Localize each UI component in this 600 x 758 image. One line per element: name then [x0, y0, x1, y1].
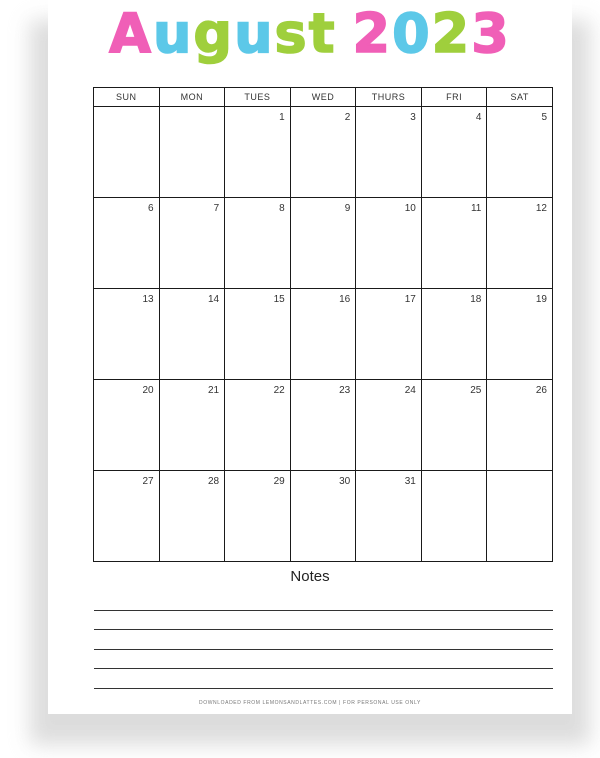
day-number: 19 — [535, 294, 547, 305]
day-cell — [290, 198, 356, 289]
day-cell — [356, 198, 422, 289]
day-number: 2 — [344, 112, 351, 123]
note-line — [94, 629, 553, 630]
notes-title: Notes — [290, 568, 330, 585]
day-number — [487, 471, 552, 476]
title-letter: u — [152, 2, 194, 65]
day-cell — [487, 107, 553, 198]
day-number: 23 — [339, 385, 351, 396]
day-cell — [159, 289, 225, 380]
day-cell — [290, 107, 356, 198]
note-line — [94, 668, 553, 669]
day-number: 27 — [142, 476, 154, 487]
weekday-header: SUN — [94, 88, 160, 107]
title-letter: 2 — [431, 2, 472, 65]
day-cell — [225, 471, 291, 562]
day-cell — [421, 107, 487, 198]
weekday-header: TUES — [225, 88, 291, 107]
day-number: 6 — [148, 203, 154, 214]
day-cell — [159, 380, 225, 471]
day-cell — [225, 107, 291, 198]
day-cell — [421, 380, 487, 471]
day-cell — [94, 471, 160, 562]
weekday-header: THURS — [356, 88, 422, 107]
day-number: 14 — [208, 294, 220, 305]
weekday-header: MON — [159, 88, 225, 107]
day-cell — [225, 289, 291, 380]
day-number: 12 — [535, 203, 547, 214]
day-number: 11 — [470, 203, 482, 214]
note-line — [94, 610, 553, 611]
day-number: 20 — [142, 385, 154, 396]
day-cell — [421, 471, 487, 562]
day-cell — [290, 289, 356, 380]
calendar-grid — [93, 87, 553, 562]
day-number: 17 — [404, 294, 416, 305]
day-cell — [290, 380, 356, 471]
day-cell — [159, 198, 225, 289]
weekday-header: WED — [290, 88, 356, 107]
day-number: 3 — [410, 112, 416, 123]
day-number: 21 — [208, 385, 220, 396]
footer-credit: DOWNLOADED FROM LEMONSANDLATTES.COM | FOR PERSONAL USE ONLY — [199, 700, 421, 706]
day-cell — [225, 198, 291, 289]
day-number: 25 — [470, 385, 482, 396]
week-row — [94, 198, 553, 289]
day-number: 29 — [273, 476, 285, 487]
day-number — [94, 107, 159, 112]
day-number: 13 — [142, 294, 154, 305]
weekday-header: FRI — [421, 88, 487, 107]
day-cell — [356, 380, 422, 471]
day-number: 31 — [404, 476, 416, 487]
day-number: 30 — [339, 476, 351, 487]
day-number: 26 — [535, 385, 547, 396]
day-number — [422, 471, 487, 476]
day-number: 1 — [279, 112, 285, 123]
weekday-header: SAT — [487, 88, 553, 107]
day-cell — [487, 198, 553, 289]
day-cell — [421, 198, 487, 289]
week-row — [94, 289, 553, 380]
day-cell — [356, 471, 422, 562]
day-number: 7 — [213, 203, 220, 214]
day-number: 4 — [475, 112, 482, 123]
day-number: 16 — [339, 294, 351, 305]
title-letter: g — [193, 2, 235, 65]
day-cell — [94, 289, 160, 380]
week-row — [94, 380, 553, 471]
title-letter: u — [234, 2, 275, 65]
title-letter: s — [274, 2, 309, 65]
day-cell — [487, 289, 553, 380]
day-cell — [290, 471, 356, 562]
title-letter: 0 — [392, 2, 432, 65]
note-line — [94, 688, 553, 689]
title-letter: 3 — [471, 2, 511, 65]
day-number: 18 — [470, 294, 482, 305]
day-number: 9 — [344, 203, 351, 214]
title-letter: t — [308, 2, 337, 65]
week-row — [94, 107, 553, 198]
day-cell — [356, 289, 422, 380]
note-line — [94, 649, 553, 650]
day-cell — [94, 107, 160, 198]
day-cell — [94, 380, 160, 471]
day-cell — [421, 289, 487, 380]
day-cell — [225, 380, 291, 471]
day-cell — [356, 107, 422, 198]
week-row — [94, 471, 553, 562]
day-number: 15 — [273, 294, 285, 305]
title-letter: A — [109, 2, 153, 65]
day-cell — [159, 471, 225, 562]
day-cell — [487, 471, 553, 562]
calendar-page — [48, 0, 572, 714]
day-number — [160, 107, 225, 112]
day-number: 24 — [404, 385, 416, 396]
day-cell — [487, 380, 553, 471]
day-number: 28 — [208, 476, 220, 487]
day-number: 22 — [273, 385, 285, 396]
day-cell — [94, 198, 160, 289]
title-letter: 2 — [352, 2, 393, 65]
day-number: 5 — [541, 112, 547, 123]
day-number: 10 — [404, 203, 416, 214]
day-cell — [159, 107, 225, 198]
page-title — [48, 2, 572, 65]
day-number: 8 — [279, 203, 285, 214]
weekday-header-row — [94, 88, 553, 107]
